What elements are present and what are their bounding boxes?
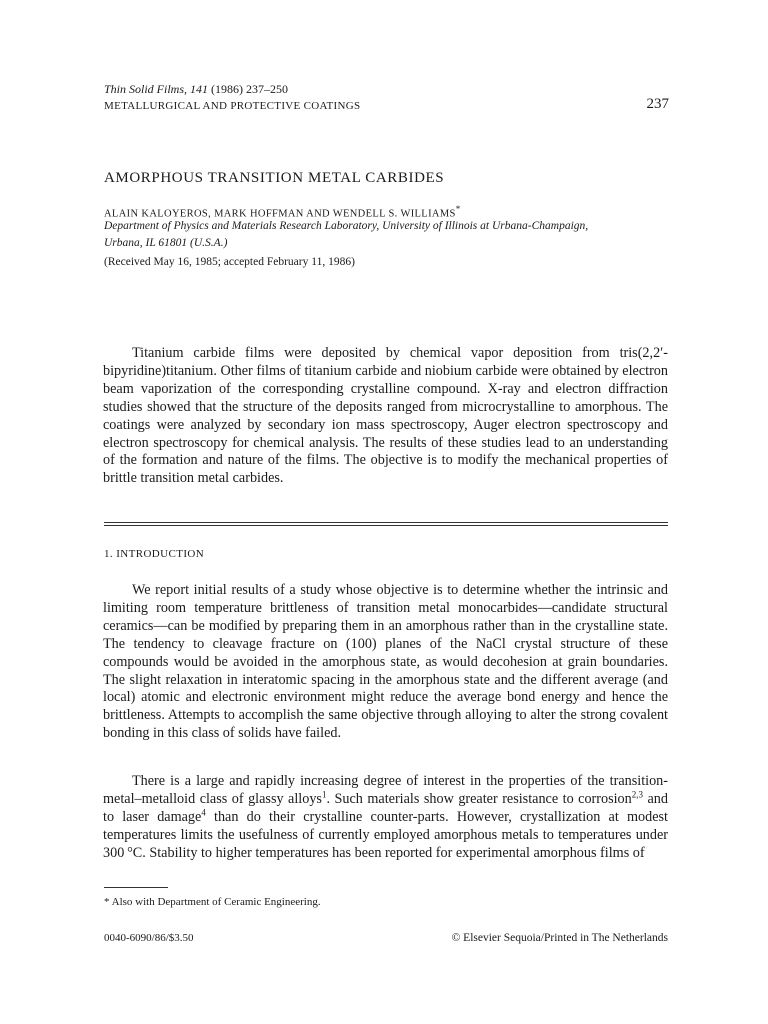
journal-section: METALLURGICAL AND PROTECTIVE COATINGS xyxy=(104,100,361,112)
article-code: 0040-6090/86/$3.50 xyxy=(104,932,194,944)
affiliation-line-1: Department of Physics and Materials Research Laboratory, University of Illinois at Urbana-Champaign, xyxy=(104,220,589,232)
journal-year-pages: (1986) 237–250 xyxy=(211,82,289,96)
section-heading-introduction: 1. INTRODUCTION xyxy=(104,548,205,560)
article-authors xyxy=(104,204,461,220)
introduction-paragraph-1: We report initial results of a study whose objective is to determine whether the intrinsic and limiting room temperature brittleness of transition metal monocarbides—candidate structural ceramics—can be modified by preparing them in an amorphous rather than in the crystalline state. The tendency to cleavage fracture on (100) planes of the NaCl crystal structure of these compounds would be avoided in the amorphous state, as would decohesion at grain boundaries. The slight relaxation in interatomic spacing in the amorphous state and the different average (and local) atomic and electronic environment might reduce the average bond energy and hence the brittleness. Attempts to accomplish the same objective through alloying to alter the strong covalent bonding in this class of solids have failed. xyxy=(103,582,668,742)
reference-1: 1 xyxy=(321,789,327,800)
reference-4: 4 xyxy=(201,807,206,818)
journal-citation xyxy=(104,82,288,97)
abstract-divider-top xyxy=(104,522,668,523)
journal-volume: 141 xyxy=(190,82,209,96)
paragraph-2-part-4: than do their crystalline counter-parts. However, crystallization at modest temperatures limits the usefulness of currently employed amorphous metals to temperatures under 300 °C. Stability to higher temperatures has been reported for experimental amorphous films of xyxy=(103,808,668,861)
article-title: AMORPHOUS TRANSITION METAL CARBIDES xyxy=(104,170,445,186)
affiliation-line-2: Urbana, IL 61801 (U.S.A.) xyxy=(104,237,228,249)
paragraph-2-part-3: and to laser damage xyxy=(103,790,668,825)
abstract-text: Titanium carbide films were deposited by chemical vapor deposition from tris(2,2′-bipyridine)titanium. Other films of titanium carbide and niobium carbide were obtained by electron beam vaporization of the corresponding crystalline compound. X-ray and electron diffraction studies showed that the structure of the deposits ranged from microcrystalline to amorphous. The coatings were analyzed by secondary ion mass spectroscopy, Auger electron spectroscopy and electron spectroscopy for chemical analysis. The results of these studies lead to an understanding of the formation and nature of the films. The objective is to modify the mechanical properties of brittle transition metal carbides. xyxy=(103,345,668,487)
introduction-paragraph-2 xyxy=(103,773,668,863)
page-number: 237 xyxy=(646,96,669,112)
paragraph-2-part-2: . Such materials show greater resistance to corrosion xyxy=(326,790,632,807)
reference-2-3: 2,3 xyxy=(631,789,643,800)
abstract-divider-bottom xyxy=(104,525,668,526)
author-names: ALAIN KALOYEROS, MARK HOFFMAN AND WENDELL S. WILLIAMS xyxy=(104,208,456,220)
paragraph-2-part-1: There is a large and rapidly increasing degree of interest in the properties of the transition-metal–metalloid class of glassy alloys xyxy=(103,773,668,807)
publisher-line: © Elsevier Sequoia/Printed in The Netherlands xyxy=(451,932,668,944)
footnote-divider xyxy=(104,887,168,888)
author-footnote-mark: * xyxy=(455,204,461,214)
journal-name: Thin Solid Films xyxy=(104,82,185,96)
citation-separator: , xyxy=(184,82,191,96)
received-dates: (Received May 16, 1985; accepted February 11, 1986) xyxy=(104,256,355,268)
footnote: * Also with Department of Ceramic Engineering. xyxy=(104,896,321,908)
